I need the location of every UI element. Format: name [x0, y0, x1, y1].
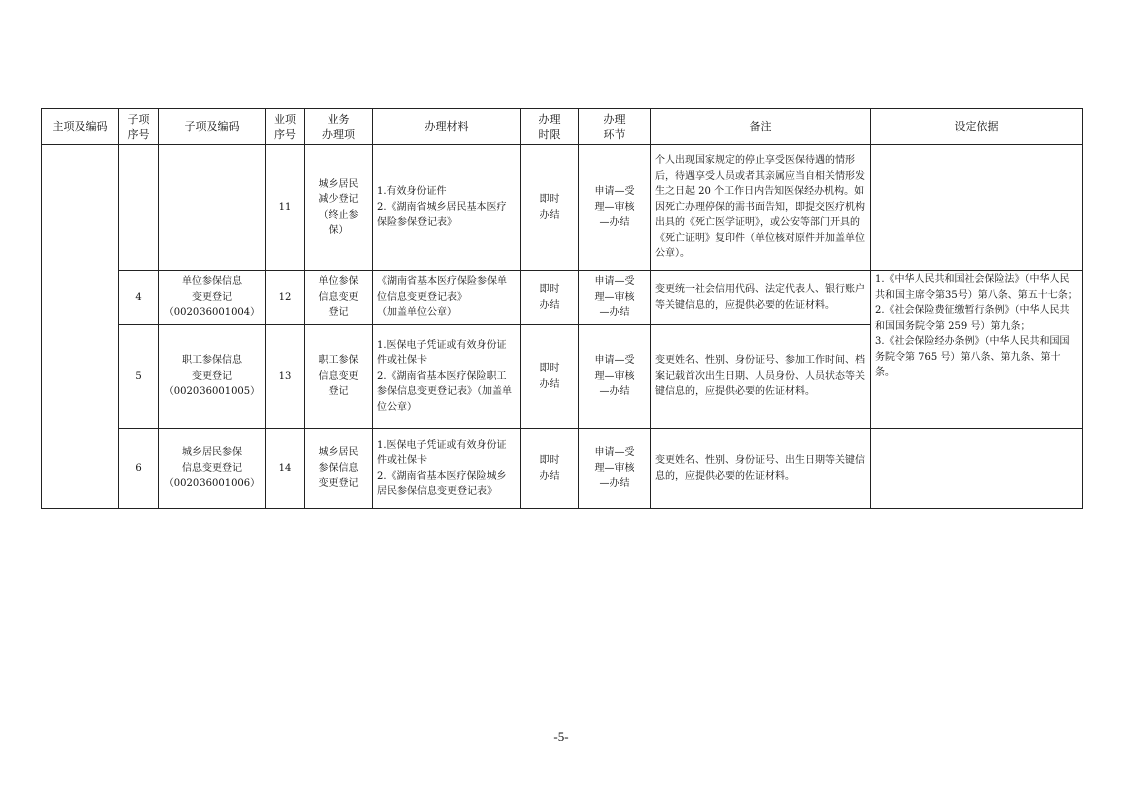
- time-limit-cell: 即时 办结: [521, 325, 579, 429]
- sub-item-cell: 单位参保信息 变更登记 （002036001004）: [159, 271, 266, 325]
- sub-seq-cell: [119, 145, 159, 271]
- header-biz-seq: 业项 序号: [266, 109, 305, 145]
- header-main-item: 主项及编码: [42, 109, 119, 145]
- notes-cell: 个人出现国家规定的停止享受医保待遇的情形后，待遇享受人员或者其亲属应当自相关情形发生之日起 20 个工作日内告知医保经办机构。如因死亡办理停保的需书面告知，即提交医疗机构出具的《死亡医学证明》，或公安等部门开具的《死亡证明》复印件（单位核对原件并加盖单位公章）。: [651, 145, 871, 271]
- header-notes: 备注: [651, 109, 871, 145]
- sub-item-cell: 城乡居民参保 信息变更登记 （002036001006）: [159, 429, 266, 509]
- process-cell: 申请—受 理—审核 —办结: [579, 325, 651, 429]
- sub-seq-cell: 6: [119, 429, 159, 509]
- basis-cell-empty: [871, 145, 1083, 271]
- biz-seq-cell: 13: [266, 325, 305, 429]
- header-biz-item: 业务 办理项: [305, 109, 373, 145]
- main-item-cell: [42, 145, 119, 509]
- materials-cell: 1.有效身份证件 2.《湖南省城乡居民基本医疗保险参保登记表》: [373, 145, 521, 271]
- biz-item-cell: 单位参保 信息变更 登记: [305, 271, 373, 325]
- biz-item-cell: 职工参保 信息变更 登记: [305, 325, 373, 429]
- biz-item-cell: 城乡居民 参保信息 变更登记: [305, 429, 373, 509]
- notes-cell: 变更姓名、性别、身份证号、出生日期等关键信息的，应提供必要的佐证材料。: [651, 429, 871, 509]
- materials-cell: 1.医保电子凭证或有效身份证件或社保卡 2.《湖南省基本医疗保险职工参保信息变更登记表》（加盖单位公章）: [373, 325, 521, 429]
- materials-cell: 1.医保电子凭证或有效身份证件或社保卡 2.《湖南省基本医疗保险城乡居民参保信息变更登记表》: [373, 429, 521, 509]
- process-cell: 申请—受 理—审核 —办结: [579, 429, 651, 509]
- header-sub-item: 子项及编码: [159, 109, 266, 145]
- table-row: [42, 271, 1083, 325]
- table-header-row: [42, 109, 1083, 145]
- sub-item-cell: 职工参保信息 变更登记 （002036001005）: [159, 325, 266, 429]
- notes-cell: 变更统一社会信用代码、法定代表人、银行账户等关键信息的，应提供必要的佐证材料。: [651, 271, 871, 325]
- header-basis: 设定依据: [871, 109, 1083, 145]
- table-row: [42, 429, 1083, 509]
- time-limit-cell: 即时 办结: [521, 429, 579, 509]
- header-process: 办理 环节: [579, 109, 651, 145]
- sub-item-cell: [159, 145, 266, 271]
- basis-cell-empty: [871, 429, 1083, 509]
- process-cell: 申请—受 理—审核 —办结: [579, 271, 651, 325]
- process-cell: 申请—受 理—审核 —办结: [579, 145, 651, 271]
- basis-cell: 1.《中华人民共和国社会保险法》（中华人民共和国主席令第35号）第八条、第五十七条； 2.《社会保险费征缴暂行条例》（中华人民共和国国务院令第 259 号）第九条； 3.《社会保险经办条例》（中华人民共和国国务院令第 765 号）第八条、第九条、第十条。: [871, 271, 1083, 429]
- time-limit-cell: 即时 办结: [521, 271, 579, 325]
- biz-item-cell: 城乡居民 减少登记 （终止参 保）: [305, 145, 373, 271]
- biz-seq-cell: 14: [266, 429, 305, 509]
- sub-seq-cell: 5: [119, 325, 159, 429]
- header-materials: 办理材料: [373, 109, 521, 145]
- sub-seq-cell: 4: [119, 271, 159, 325]
- biz-seq-cell: 12: [266, 271, 305, 325]
- header-sub-seq: 子项 序号: [119, 109, 159, 145]
- notes-cell: 变更姓名、性别、身份证号、参加工作时间、档案记载首次出生日期、人员身份、人员状态等关键信息的，应提供必要的佐证材料。: [651, 325, 871, 429]
- services-table: [41, 108, 1083, 509]
- header-time-limit: 办理 时限: [521, 109, 579, 145]
- time-limit-cell: 即时 办结: [521, 145, 579, 271]
- page-number: -5-: [553, 729, 569, 744]
- table-row: [42, 145, 1083, 271]
- materials-cell: 《湖南省基本医疗保险参保单位信息变更登记表》 （加盖单位公章）: [373, 271, 521, 325]
- biz-seq-cell: 11: [266, 145, 305, 271]
